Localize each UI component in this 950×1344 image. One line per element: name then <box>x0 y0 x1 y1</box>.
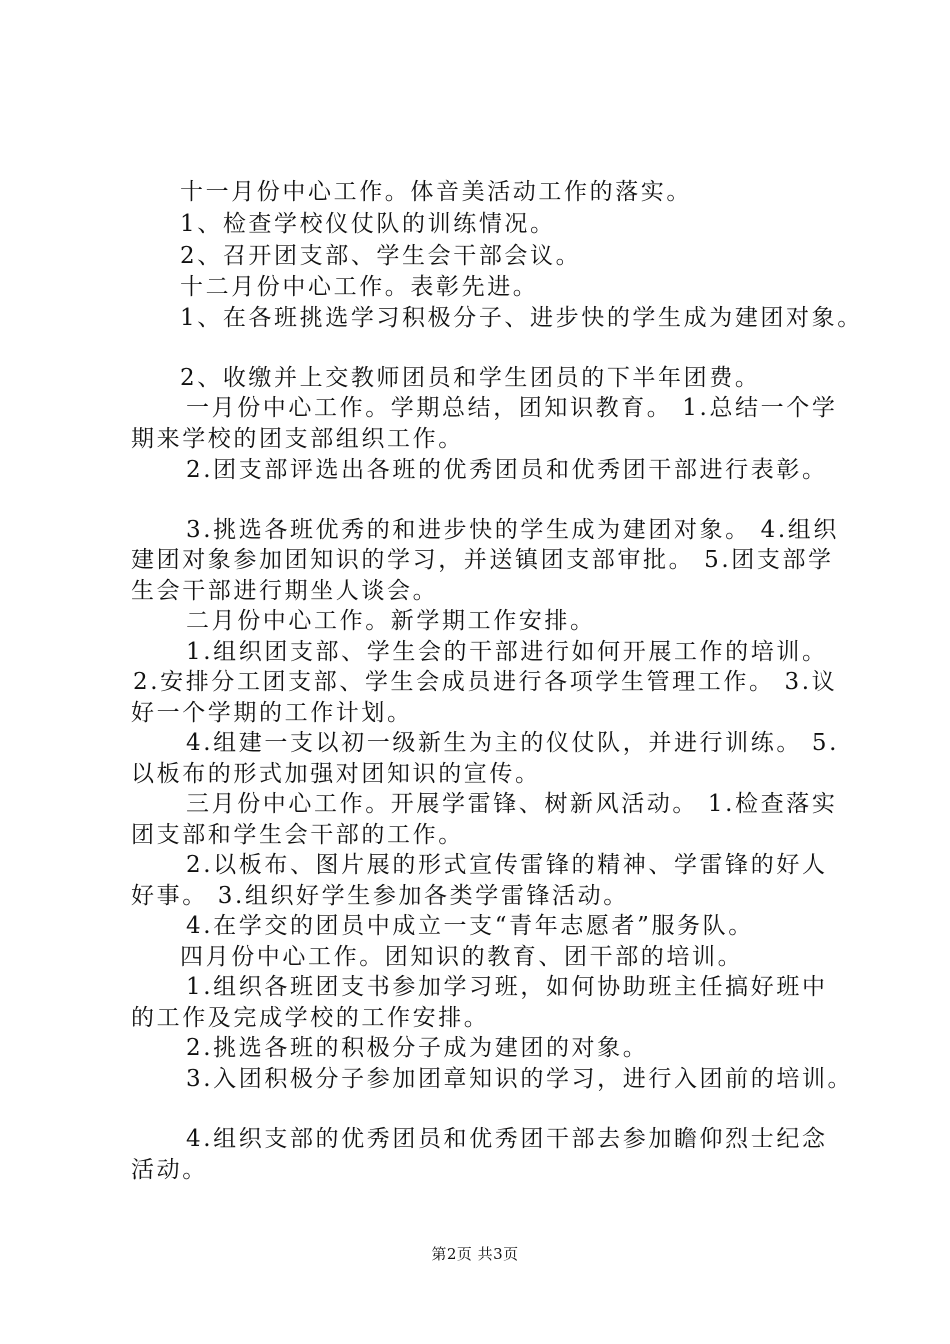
text-line-25: 1.组织各班团支书参加学习班，如何协助班主任搞好班中 <box>186 974 828 1000</box>
text-line-3: 2、召开团支部、学生会干部会议。 <box>180 243 582 269</box>
text-line-24: 四月份中心工作。团知识的教育、团干部的培训。 <box>180 944 744 970</box>
text-line-28: 3.入团积极分子参加团章知识的学习，进行入团前的培训。 <box>186 1066 854 1092</box>
page-footer: 第2页 共3页 <box>431 1245 519 1263</box>
text-line-5: 1、在各班挑选学习积极分子、进步快的学生成为建团对象。 <box>180 305 863 331</box>
text-line-12: 生会干部进行期坐人谈会。 <box>131 578 439 604</box>
text-line-15: 2.安排分工团支部、学生会成员进行各项学生管理工作。 3.议 <box>133 669 838 695</box>
text-line-2: 1、检查学校仪仗队的训练情况。 <box>180 211 556 237</box>
text-line-17: 4.组建一支以初一级新生为主的仪仗队，并进行训练。 5. <box>186 730 839 756</box>
text-line-1: 十一月份中心工作。体音美活动工作的落实。 <box>180 179 692 205</box>
text-line-6: 2、收缴并上交教师团员和学生团员的下半年团费。 <box>180 365 761 391</box>
text-line-19: 三月份中心工作。开展学雷锋、树新风活动。 1.检查落实 <box>186 791 838 817</box>
text-line-29: 4.组织支部的优秀团员和优秀团干部去参加瞻仰烈士纪念 <box>186 1126 828 1152</box>
text-line-27: 2.挑选各班的积极分子成为建团的对象。 <box>186 1035 649 1061</box>
text-line-14: 1.组织团支部、学生会的干部进行如何开展工作的培训。 <box>186 639 828 665</box>
text-line-10: 3.挑选各班优秀的和进步快的学生成为建团对象。 4.组织 <box>186 517 839 543</box>
text-line-30: 活动。 <box>131 1157 208 1183</box>
text-line-9: 2.团支部评选出各班的优秀团员和优秀团干部进行表彰。 <box>186 457 828 483</box>
text-line-20: 团支部和学生会干部的工作。 <box>131 822 464 848</box>
text-line-13: 二月份中心工作。新学期工作安排。 <box>186 608 596 634</box>
text-line-26: 的工作及完成学校的工作安排。 <box>131 1005 490 1031</box>
text-line-16: 好一个学期的工作计划。 <box>131 700 413 726</box>
text-line-22: 好事。 3.组织好学生参加各类学雷锋活动。 <box>131 883 629 909</box>
text-line-18: 以板布的形式加强对团知识的宣传。 <box>131 761 541 787</box>
text-line-23: 4.在学交的团员中成立一支“青年志愿者”服务队。 <box>186 913 754 939</box>
text-line-7: 一月份中心工作。学期总结，团知识教育。 1.总结一个学 <box>186 395 838 421</box>
text-line-21: 2.以板布、图片展的形式宣传雷锋的精神、学雷锋的好人 <box>186 852 828 878</box>
text-line-11: 建团对象参加团知识的学习，并送镇团支部审批。 5.团支部学 <box>131 547 834 573</box>
text-line-8: 期来学校的团支部组织工作。 <box>131 426 464 452</box>
text-line-4: 十二月份中心工作。表彰先进。 <box>180 274 539 300</box>
